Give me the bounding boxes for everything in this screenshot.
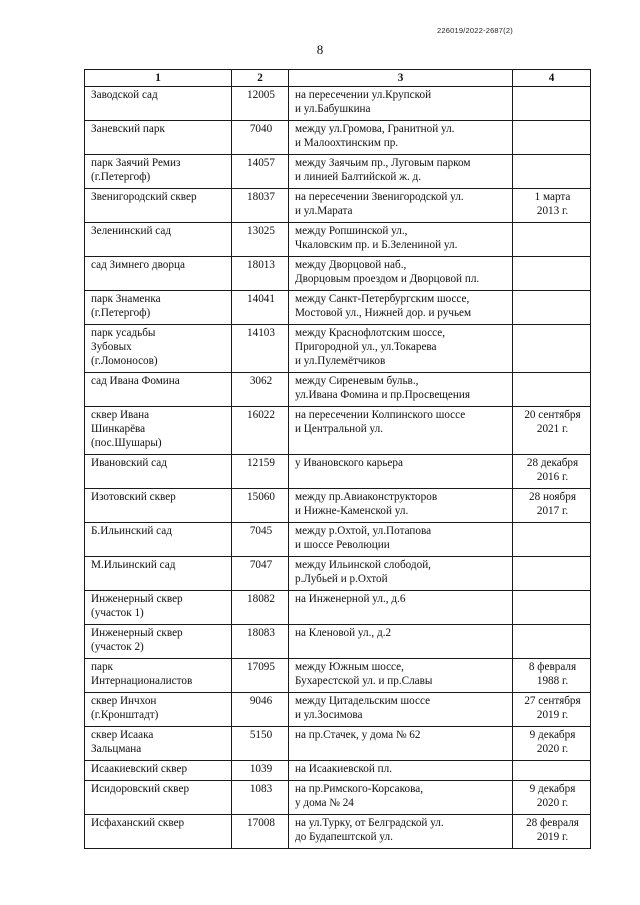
table-row xyxy=(85,257,591,291)
object-code-cell: 9046 xyxy=(232,693,289,727)
decision-date-cell-line: 2019 г. xyxy=(536,831,569,843)
column-header: 3 xyxy=(289,70,513,87)
location-cell-line: у Ивановского карьера xyxy=(295,457,403,469)
location-cell-line: между Ропшинской ул., xyxy=(295,225,408,237)
table-row xyxy=(85,121,591,155)
location-cell-line: Чкаловским пр. и Б.Зелениной ул. xyxy=(295,239,458,251)
park-name-cell xyxy=(85,557,232,591)
park-name-cell-line: Звенигородский сквер xyxy=(91,191,197,203)
decision-date-cell xyxy=(513,373,591,407)
object-code-cell: 18013 xyxy=(232,257,289,291)
table-row xyxy=(85,407,591,455)
location-cell-line: у дома № 24 xyxy=(295,797,354,809)
location-cell-line: на ул.Турку, от Белградской ул. xyxy=(295,817,444,829)
park-name-cell xyxy=(85,815,232,849)
location-cell-line: между Южным шоссе, xyxy=(295,661,404,673)
park-name-cell-line: Инженерный сквер xyxy=(91,593,183,605)
table-row xyxy=(85,291,591,325)
object-code-cell: 15060 xyxy=(232,489,289,523)
column-header: 1 xyxy=(85,70,232,87)
park-name-cell xyxy=(85,693,232,727)
location-cell xyxy=(289,625,513,659)
park-name-cell-line: сад Ивана Фомина xyxy=(91,375,180,387)
park-name-cell-line: Б.Ильинский сад xyxy=(91,525,172,537)
green-areas-table xyxy=(84,69,591,849)
park-name-cell xyxy=(85,455,232,489)
location-cell xyxy=(289,489,513,523)
table-row xyxy=(85,815,591,849)
location-cell-line: между Санкт-Петербургским шоссе, xyxy=(295,293,470,305)
decision-date-cell-line: 28 декабря xyxy=(526,457,579,469)
park-name-cell-line: Заневский парк xyxy=(91,123,165,135)
decision-date-cell-line: 8 февраля xyxy=(528,661,577,673)
decision-date-cell xyxy=(513,591,591,625)
object-code-cell: 7047 xyxy=(232,557,289,591)
table-row xyxy=(85,189,591,223)
object-code-cell: 18082 xyxy=(232,591,289,625)
location-cell xyxy=(289,291,513,325)
decision-date-cell-line: 27 сентября xyxy=(524,695,581,707)
location-cell xyxy=(289,373,513,407)
object-code-cell: 13025 xyxy=(232,223,289,257)
location-cell xyxy=(289,87,513,121)
location-cell-line: на пр.Римского-Корсакова, xyxy=(295,783,423,795)
table-row xyxy=(85,155,591,189)
location-cell xyxy=(289,727,513,761)
park-name-cell-line: Исфаханский сквер xyxy=(91,817,185,829)
decision-date-cell xyxy=(513,489,591,523)
decision-date-cell-line: 1988 г. xyxy=(536,675,569,687)
location-cell-line: между р.Охтой, ул.Потапова xyxy=(295,525,432,537)
table-row xyxy=(85,455,591,489)
decision-date-cell-line: 28 ноября xyxy=(529,491,576,503)
object-code-cell: 17095 xyxy=(232,659,289,693)
park-name-cell-line: (пос.Шушары) xyxy=(91,437,162,449)
location-cell xyxy=(289,121,513,155)
decision-date-cell xyxy=(513,693,591,727)
location-cell-line: между Сиреневым бульв., xyxy=(295,375,419,387)
location-cell-line: на пересечении Звенигородской ул. xyxy=(295,191,464,203)
park-name-cell xyxy=(85,257,232,291)
decision-date-cell-line: 2017 г. xyxy=(536,505,569,517)
park-name-cell xyxy=(85,489,232,523)
location-cell-line: и Центральной ул. xyxy=(295,423,384,435)
park-name-cell xyxy=(85,781,232,815)
park-name-cell-line: (г.Кронштадт) xyxy=(91,709,159,721)
park-name-cell-line: (г.Ломоносов) xyxy=(91,355,158,367)
column-header: 4 xyxy=(513,70,591,87)
object-code-cell: 7040 xyxy=(232,121,289,155)
location-cell xyxy=(289,557,513,591)
park-name-cell-line: Заводской сад xyxy=(91,89,158,101)
decision-date-cell xyxy=(513,523,591,557)
park-name-cell xyxy=(85,189,232,223)
park-name-cell-line: парк Знаменка xyxy=(91,293,161,305)
decision-date-cell xyxy=(513,155,591,189)
table-header-row xyxy=(85,70,591,87)
location-cell-line: и линией Балтийской ж. д. xyxy=(295,171,422,183)
location-cell-line: Дворцовым проездом и Дворцовой пл. xyxy=(295,273,480,285)
location-cell-line: и ул.Зосимова xyxy=(295,709,363,721)
table-row xyxy=(85,761,591,781)
column-header: 2 xyxy=(232,70,289,87)
park-name-cell-line: сквер Исаака xyxy=(91,729,154,741)
park-name-cell-line: Исаакиевский сквер xyxy=(91,763,188,775)
table-row xyxy=(85,489,591,523)
decision-date-cell xyxy=(513,291,591,325)
location-cell-line: и ул.Марата xyxy=(295,205,353,217)
park-name-cell xyxy=(85,325,232,373)
location-cell xyxy=(289,761,513,781)
location-cell-line: на пр.Стачек, у дома № 62 xyxy=(295,729,421,741)
park-name-cell xyxy=(85,727,232,761)
table-row xyxy=(85,781,591,815)
decision-date-cell xyxy=(513,455,591,489)
location-cell xyxy=(289,815,513,849)
park-name-cell xyxy=(85,291,232,325)
location-cell-line: на Инженерной ул., д.6 xyxy=(295,593,406,605)
table-row xyxy=(85,325,591,373)
park-name-cell xyxy=(85,121,232,155)
location-cell xyxy=(289,591,513,625)
decision-date-cell-line: 2020 г. xyxy=(536,797,569,809)
decision-date-cell-line: 28 февраля xyxy=(526,817,579,829)
park-name-cell xyxy=(85,373,232,407)
document-id: 226019/2022-2687(2) xyxy=(437,26,513,35)
location-cell-line: р.Лубьей и р.Охтой xyxy=(295,573,388,585)
park-name-cell-line: (г.Петергоф) xyxy=(91,171,151,183)
location-cell-line: на пересечении Колпинского шоссе xyxy=(295,409,466,421)
park-name-cell xyxy=(85,591,232,625)
location-cell xyxy=(289,781,513,815)
object-code-cell: 14041 xyxy=(232,291,289,325)
table-row xyxy=(85,591,591,625)
park-name-cell-line: (г.Петергоф) xyxy=(91,307,151,319)
park-name-cell-line: Зубовых xyxy=(91,341,132,353)
object-code-cell: 3062 xyxy=(232,373,289,407)
park-name-cell-line: Исидоровский сквер xyxy=(91,783,190,795)
decision-date-cell-line: 2020 г. xyxy=(536,743,569,755)
decision-date-cell-line: 1 марта xyxy=(534,191,571,203)
park-name-cell-line: Зеленинский сад xyxy=(91,225,172,237)
park-name-cell-line: Интернационалистов xyxy=(91,675,193,687)
park-name-cell-line: Ивановский сад xyxy=(91,457,167,469)
decision-date-cell xyxy=(513,781,591,815)
decision-date-cell xyxy=(513,223,591,257)
object-code-cell: 7045 xyxy=(232,523,289,557)
location-cell-line: Бухарестской ул. и пр.Славы xyxy=(295,675,433,687)
park-name-cell-line: (участок 1) xyxy=(91,607,144,619)
decision-date-cell xyxy=(513,407,591,455)
location-cell xyxy=(289,455,513,489)
decision-date-cell xyxy=(513,121,591,155)
location-cell-line: на пересечении ул.Крупской xyxy=(295,89,432,101)
decision-date-cell-line: 2016 г. xyxy=(536,471,569,483)
location-cell xyxy=(289,223,513,257)
location-cell-line: между Краснофлотским шоссе, xyxy=(295,327,446,339)
object-code-cell: 5150 xyxy=(232,727,289,761)
decision-date-cell xyxy=(513,557,591,591)
location-cell-line: и Нижне-Каменской ул. xyxy=(295,505,409,517)
location-cell xyxy=(289,659,513,693)
table-row xyxy=(85,557,591,591)
table-row xyxy=(85,693,591,727)
location-cell-line: до Будапештской ул. xyxy=(295,831,393,843)
object-code-cell: 17008 xyxy=(232,815,289,849)
location-cell-line: между Дворцовой наб., xyxy=(295,259,407,271)
park-name-cell-line: сквер Ивана xyxy=(91,409,150,421)
location-cell-line: и шоссе Революции xyxy=(295,539,390,551)
location-cell-line: на Исаакиевской пл. xyxy=(295,763,393,775)
object-code-cell: 18083 xyxy=(232,625,289,659)
park-name-cell-line: парк усадьбы xyxy=(91,327,156,339)
location-cell-line: и Малоохтинским пр. xyxy=(295,137,399,149)
table-body xyxy=(85,87,591,849)
decision-date-cell xyxy=(513,727,591,761)
decision-date-cell-line: 9 декабря xyxy=(529,729,576,741)
decision-date-cell xyxy=(513,325,591,373)
object-code-cell: 1083 xyxy=(232,781,289,815)
park-name-cell xyxy=(85,223,232,257)
location-cell-line: и ул.Бабушкина xyxy=(295,103,371,115)
decision-date-cell-line: 2013 г. xyxy=(536,205,569,217)
object-code-cell: 14057 xyxy=(232,155,289,189)
object-code-cell: 1039 xyxy=(232,761,289,781)
table-row xyxy=(85,625,591,659)
location-cell-line: между Ильинской слободой, xyxy=(295,559,431,571)
park-name-cell xyxy=(85,761,232,781)
park-name-cell-line: М.Ильинский сад xyxy=(91,559,176,571)
decision-date-cell-line: 20 сентября xyxy=(524,409,581,421)
object-code-cell: 14103 xyxy=(232,325,289,373)
table-row xyxy=(85,523,591,557)
decision-date-cell xyxy=(513,87,591,121)
park-name-cell xyxy=(85,523,232,557)
park-name-cell-line: (участок 2) xyxy=(91,641,144,653)
decision-date-cell xyxy=(513,761,591,781)
location-cell xyxy=(289,189,513,223)
location-cell-line: на Кленовой ул., д.2 xyxy=(295,627,392,639)
park-name-cell-line: Зальцмана xyxy=(91,743,142,755)
location-cell xyxy=(289,257,513,291)
object-code-cell: 16022 xyxy=(232,407,289,455)
location-cell-line: ул.Ивана Фомина и пр.Просвещения xyxy=(295,389,471,401)
location-cell-line: между ул.Громова, Гранитной ул. xyxy=(295,123,455,135)
table-row xyxy=(85,373,591,407)
park-name-cell-line: Изотовский сквер xyxy=(91,491,176,503)
park-name-cell xyxy=(85,407,232,455)
page-number: 8 xyxy=(316,42,324,57)
park-name-cell-line: парк Заячий Ремиз xyxy=(91,157,181,169)
location-cell xyxy=(289,325,513,373)
decision-date-cell xyxy=(513,257,591,291)
park-name-cell-line: парк xyxy=(91,661,113,673)
decision-date-cell xyxy=(513,659,591,693)
location-cell-line: между Заячьим пр., Луговым парком xyxy=(295,157,471,169)
location-cell xyxy=(289,407,513,455)
location-cell xyxy=(289,523,513,557)
table-row xyxy=(85,659,591,693)
park-name-cell xyxy=(85,155,232,189)
decision-date-cell-line: 2019 г. xyxy=(536,709,569,721)
location-cell-line: между Цитадельским шоссе xyxy=(295,695,431,707)
park-name-cell xyxy=(85,87,232,121)
decision-date-cell xyxy=(513,815,591,849)
park-name-cell-line: Инженерный сквер xyxy=(91,627,183,639)
location-cell-line: между пр.Авиаконструкторов xyxy=(295,491,438,503)
table-row xyxy=(85,223,591,257)
object-code-cell: 18037 xyxy=(232,189,289,223)
location-cell xyxy=(289,155,513,189)
decision-date-cell-line: 2021 г. xyxy=(536,423,569,435)
location-cell-line: и ул.Пулемётчиков xyxy=(295,355,386,367)
location-cell-line: Мостовой ул., Нижней дор. и ручьем xyxy=(295,307,472,319)
decision-date-cell xyxy=(513,189,591,223)
park-name-cell xyxy=(85,625,232,659)
decision-date-cell-line: 9 декабря xyxy=(529,783,576,795)
table-row xyxy=(85,87,591,121)
object-code-cell: 12159 xyxy=(232,455,289,489)
table-row xyxy=(85,727,591,761)
park-name-cell-line: сквер Инчхон xyxy=(91,695,157,707)
location-cell-line: Пригородной ул., ул.Токарева xyxy=(295,341,437,353)
location-cell xyxy=(289,693,513,727)
park-name-cell-line: Шинкарёва xyxy=(91,423,146,435)
park-name-cell-line: сад Зимнего дворца xyxy=(91,259,185,271)
decision-date-cell xyxy=(513,625,591,659)
park-name-cell xyxy=(85,659,232,693)
object-code-cell: 12005 xyxy=(232,87,289,121)
